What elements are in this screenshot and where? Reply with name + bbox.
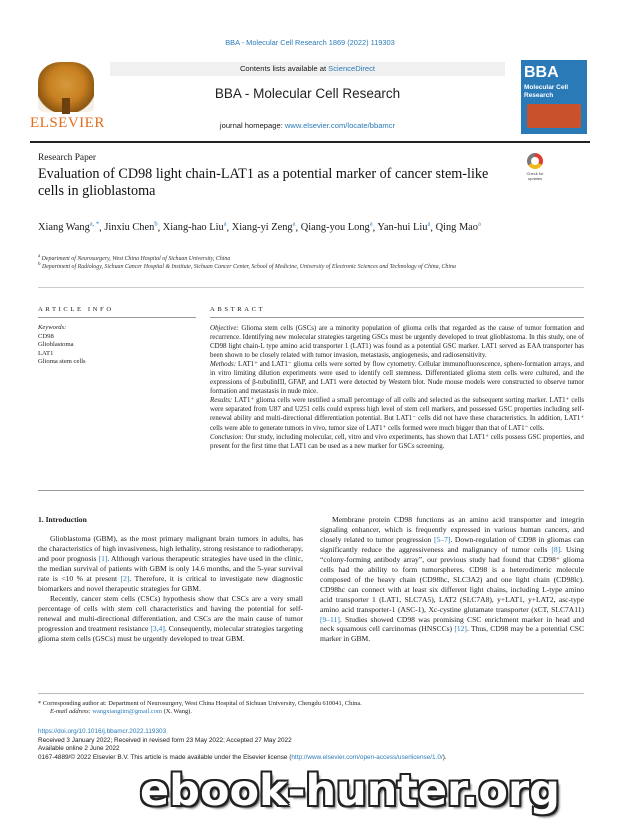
publisher-logo-text: ELSEVIER [30, 115, 105, 131]
contents-band: Contents lists available at ScienceDirect [110, 62, 505, 76]
citation-link[interactable]: [8] [551, 544, 561, 554]
citation-link[interactable]: [3,4] [150, 623, 165, 633]
author[interactable]: Qing Mao$^a$ [435, 221, 481, 234]
header-rule [30, 141, 590, 143]
article-title: Evaluation of CD98 light chain-LAT1 as a potential marker of cancer stem-like cells in glioblastoma [38, 166, 489, 199]
divider [38, 693, 584, 694]
divider [38, 317, 196, 318]
citation-link[interactable]: [9–11] [320, 614, 340, 624]
publication-history: Received 3 January 2022; Received in revised form 23 May 2022; Accepted 27 May 2022 Available online 2 June 2022 0167-4889/© 2022 Elsevier B.V. This article is made available under the Elsevier license (http://www.elsevier.com/open-access/userlicense/1.0/). [38, 737, 447, 761]
author[interactable]: Xiang-yi Zeng$^a$ [231, 221, 296, 234]
keyword: CD98 [38, 332, 54, 340]
paragraph: Recently, cancer stem cells (CSCs) hypothesis show that CSCs are a very small percentage of cells with stem cell characteristics and having the potential for self-renewal and multi-directional differentiation, and CSCs are the main cause of tumor progression and treatment resistance [3,4]. Consequently, molecular strategies targeting glioma stem cells (GSCs) must be urgently developed to treat GBM. [38, 593, 303, 643]
paragraph: Membrane protein CD98 functions as an amino acid transporter and integrin signaling enhancer, which is frequently expressed in various human cancers, and closely related to tumor progression [5–7]. Down-regulation of CD98 in gliomas can significantly reduce the aggressiveness and malignancy of tumor cells [8]. Using “colony-forming antibody array”, our previous study had found that CD98⁺ glioma cells had the ability to form tumorspheres. CD98 is a heterodimeric molecule composed of the heavy chain (CD98hc, SLC3A2) and one light chain (CD98lc). CD98hc can connect with at least six different light chains, including L-type amino acid transporter 1 (LAT1, SLC7A5), LAT2 (SLC7A8), y+LAT1, y+LAT2, asc-type amino acid transporter-1 (ASC-1), Xc-cystine glutamate transporter (xCT, SLC7A11) [9–11]. Studies showed CD98 was promising CSC enrichment marker in head and neck squamous cell carcinomas (HNSCCs) [12]. Thus, CD98 may be a potential CSC marker in GBM. [320, 515, 584, 644]
citation-link[interactable]: [1] [98, 553, 108, 563]
author[interactable]: Qiang-you Long$^a$ [300, 221, 373, 234]
article-type: Research Paper [38, 153, 97, 163]
citation-link[interactable]: [5–7] [434, 534, 451, 544]
license-link[interactable]: http://www.elsevier.com/open-access/userlicense/1.0/ [291, 753, 443, 761]
homepage-link[interactable]: www.elsevier.com/locate/bbamcr [284, 121, 396, 130]
check-for-updates-badge[interactable]: Check for updates [520, 153, 550, 183]
journal-title: BBA - Molecular Cell Research [214, 86, 401, 101]
keyword: LAT1 [38, 349, 54, 357]
article-info-heading: ARTICLE INFO [38, 306, 114, 313]
keyword: Glioma stem cells [38, 358, 86, 366]
author[interactable]: Xiang Wang$^{a, *}$ [38, 221, 100, 234]
body-column-right [320, 515, 584, 644]
author-list: Xiang Wang$^{a, *}$, Jinxiu Chen$^b$, Xiang-hao Liu$^a$, Xiang-yi Zeng$^a$, Qiang-you Long$^a$, Yan-hui Liu$^a$, Qing Mao$^a$ [38, 221, 481, 234]
author[interactable]: Xiang-hao Liu$^a$ [162, 221, 227, 234]
email-footnote: E-mail address: wangxiangtim@gmail.com (X. Wang). [50, 708, 192, 715]
keyword: Glioblastoma [38, 341, 74, 349]
abstract-methods: Methods: LAT1⁺ and LAT1⁻ glioma cells were sorted by flow cytometry. Cellular immunofluorescence, sphere-formation arrays, and in vitro limiting dilution experiments were used to identify cell stemness. Differentiated glioma stem cells were cultured, and the expressions of β-tubulinIII, GFAP, and LAT1 were detected by Western blot. Nude mouse models were constructed to observe tumor formation and metastasis in nude mice. [210, 361, 584, 396]
affiliation: $^a$ Department of Neurosurgery, West China Hospital of Sichuan University, China [38, 254, 231, 262]
sciencedirect-link[interactable]: ScienceDirect [328, 64, 376, 73]
keywords: Keywords: CD98 Glioblastoma LAT1 Glioma stem cells [38, 324, 86, 366]
watermark: ebook-hunter.org [140, 766, 560, 816]
abstract-results: Results: LAT1⁺ glioma cells were testified a small percentage of all cells and selected as the subsequent sorting marker. LAT1⁺ cells were separated from U87 and U251 cells could express high level of stem cell markers, and possessed GSC properties including self-renewal ability and multi-directional differentiation potential. But LAT1⁻ cells did not have these characteristics. In addition, LAT1⁺ cells were able to generate tumors in vivo, tumor size of LAT1⁺ cells formed were much bigger than that of LAT1⁻ cells. [210, 397, 584, 432]
elsevier-logo [30, 60, 105, 134]
divider [38, 287, 584, 288]
email-link[interactable]: wangxiangtim@gmail.com [92, 708, 162, 715]
section-heading: 1. Introduction [38, 515, 87, 524]
abstract-conclusion: Conclusion: Our study, including molecular, cell, vitro and vivo experiments, has shown that LAT1⁺ cells possess GSC properties, and present for the first time that LAT1 can be used as a new marker for GSCs screening. [210, 433, 584, 450]
journal-cover[interactable]: BBA Molecular Cell Research [521, 60, 587, 134]
cover-image [527, 104, 581, 128]
body-column-left [38, 534, 303, 643]
affiliation: $^b$ Department of Radiology, Sichuan Cancer Hospital & Institute, Sichuan Cancer Center, School of Medicine, University of Electronic Sciences and Technology of China, China [38, 262, 456, 270]
abstract-heading: ABSTRACT [210, 306, 266, 313]
author[interactable]: Yan-hui Liu$^a$ [377, 221, 431, 234]
author[interactable]: Jinxiu Chen$^b$ [104, 221, 158, 234]
abstract-objective: Objective: Glioma stem cells (GSCs) are a minority population of glioma cells that regarded as the cause of tumor formation and recurrence. Identifying new molecular strategies targeting GSCs must be urgently developed to treat glioblastoma. In this study, one of CD98 light chain-L type amino acid transporter 1 (LAT1) was found as a potential GSC marker. LAT1 served as EAA transporter has been shown to be closely related with tumor invasion, metastasis, angiogenesis, and radiosensitivity. [210, 325, 584, 360]
abstract-text [210, 324, 584, 451]
corresponding-footnote: * Corresponding author at: Department of Neurosurgery, West China Hospital of Sichuan University, Chengdu 610041, China. [38, 700, 362, 707]
divider [210, 317, 584, 318]
citation-link[interactable]: [12] [454, 624, 467, 634]
citation-link[interactable]: [2] [120, 573, 130, 583]
divider [38, 490, 584, 491]
check-updates-icon [527, 153, 543, 169]
journal-homepage: journal homepage: www.elsevier.com/locate/bbamcr [219, 121, 396, 130]
paragraph: Glioblastoma (GBM), as the most primary malignant brain tumors in adults, has the characteristics of high invasiveness, high lethality, strong resistance to radiotherapy, and poor prognosis [1]. Although various therapeutic strategies have used in the clinic, the median survival of patients with GBM is only 14.6 months, and the 5-year survival rate is <10 % at present [2]. Therefore, it is critical to investigate new diagnostic biomarkers and novel therapeutic strategies for GBM. [38, 534, 304, 593]
doi-link[interactable]: https://doi.org/10.1016/j.bbamcr.2022.119303 [38, 728, 167, 735]
journal-citation[interactable]: BBA - Molecular Cell Research 1869 (2022) 119303 [225, 38, 395, 47]
